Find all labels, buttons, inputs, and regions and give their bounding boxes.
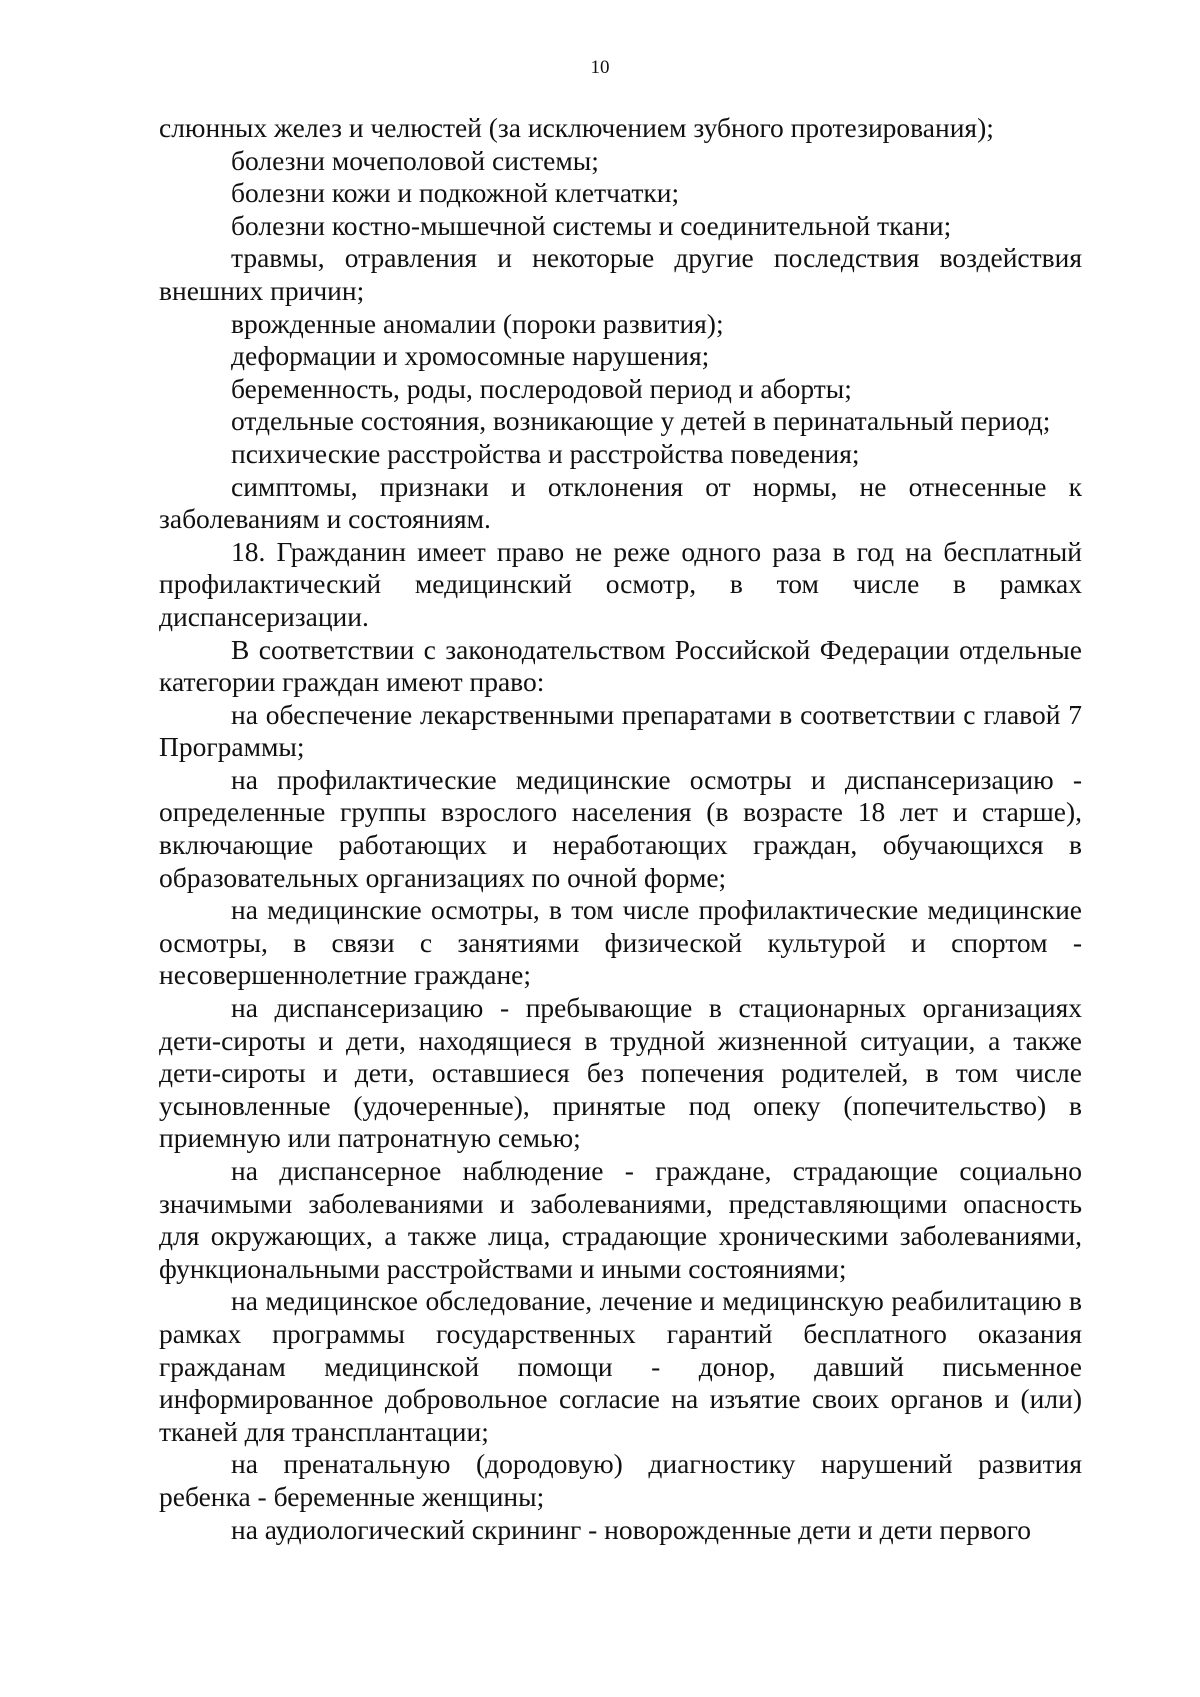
list-item: на профилактические медицинские осмотры и диспансеризацию - определенные группы взрослого населения (в возрасте 18 лет и старше), включающие работающих и неработающих граждан, обучающихся в образовательных организациях по очной форме;	[159, 763, 1082, 893]
list-item: на диспансеризацию - пребывающие в стационарных организациях дети-сироты и дети, находящиеся в трудной жизненной ситуации, а также дети-сироты и дети, оставшиеся без попечения родителей, в том числе усыновленные (удочеренные), принятые под опеку (попечительство) в приемную или патронатную семью;	[159, 992, 1082, 1154]
list-item: травмы, отравления и некоторые другие последствия воздействия внешних причин;	[159, 242, 1082, 306]
body-text	[159, 112, 1082, 1546]
list-item: болезни мочеполовой системы;	[231, 144, 599, 176]
list-item: деформации и хромосомные нарушения;	[231, 340, 710, 372]
list-item: на медицинские осмотры, в том числе профилактические медицинские осмотры, в связи с занятиями физической культурой и спортом - несовершеннолетние граждане;	[159, 894, 1082, 991]
paragraph: В соответствии с законодательством Российской Федерации отдельные категории граждан имеют право:	[159, 633, 1082, 698]
list-item: беременность, роды, послеродовой период и аборты;	[231, 372, 852, 404]
list-item: симптомы, признаки и отклонения от нормы, не отнесенные к заболеваниям и состояниям.	[159, 470, 1082, 535]
numbered-paragraph: 18. Гражданин имеет право не реже одного раза в год на бесплатный профилактический медицинский осмотр, в том числе в рамках диспансеризации.	[159, 535, 1082, 632]
list-item: отдельные состояния, возникающие у детей в перинатальный период;	[231, 405, 1051, 437]
page-number: 10	[590, 57, 610, 78]
list-item: на пренатальную (дородовую) диагностику нарушений развития ребенка - беременные женщины;	[159, 1448, 1082, 1512]
list-item: психические расстройства и расстройства поведения;	[231, 437, 860, 469]
list-item: на медицинское обследование, лечение и медицинскую реабилитацию в рамках программы государственных гарантий бесплатного оказания гражданам медицинской помощи - донор, давший письменное информированное добровольное согласие на изъятие своих органов и (или) тканей для трансплантации;	[159, 1285, 1082, 1447]
list-item: болезни костно-мышечной системы и соединительной ткани;	[231, 209, 952, 241]
list-item: на обеспечение лекарственными препаратами в соответствии с главой 7 Программы;	[159, 698, 1082, 763]
paragraph-continuation: слюнных желез и челюстей (за исключением зубного протезирования);	[159, 112, 994, 143]
list-item: болезни кожи и подкожной клетчатки;	[231, 177, 680, 209]
list-item: на аудиологический скрининг - новорожденные дети и дети первого	[231, 1513, 1031, 1545]
list-item: на диспансерное наблюдение - граждане, страдающие социально значимыми заболеваниями и заболеваниями, представляющими опасность для окружающих, а также лица, страдающие хроническими заболеваниями, функциональными расстройствами и иными состояниями;	[159, 1155, 1082, 1284]
list-item: врожденные аномалии (пороки развития);	[231, 307, 724, 339]
